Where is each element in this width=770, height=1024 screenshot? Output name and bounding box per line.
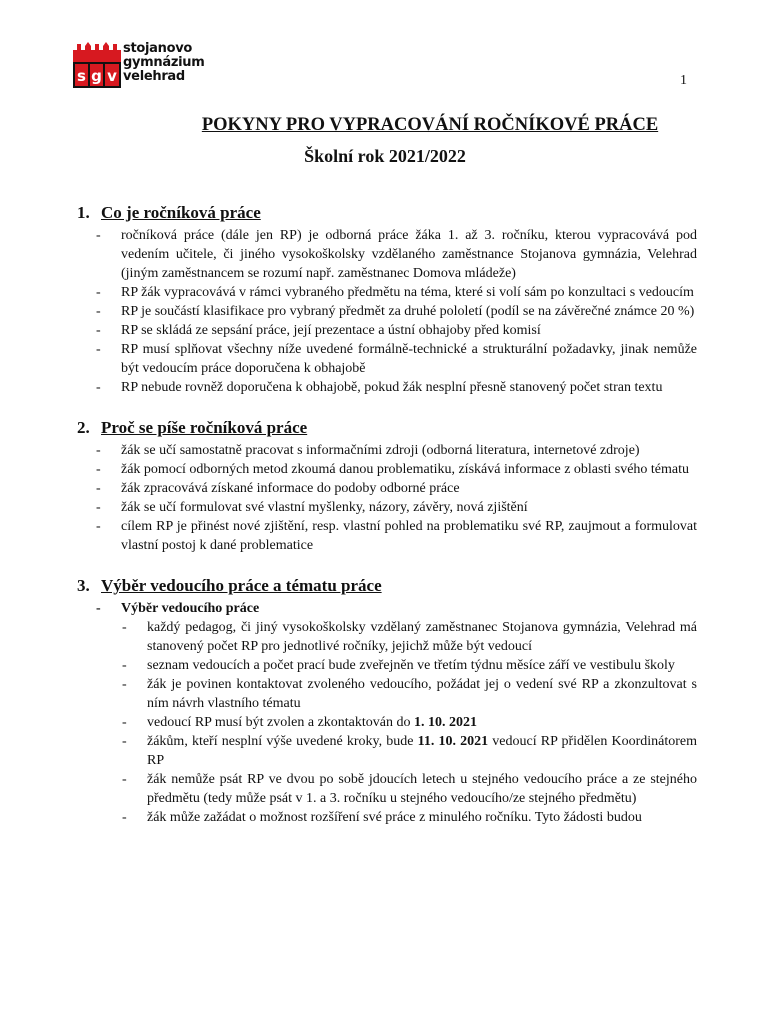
school-logo bbox=[73, 40, 213, 88]
deadline-date: 11. 10. 2021 bbox=[417, 734, 489, 749]
section-list bbox=[77, 599, 697, 618]
sub-list-item: - seznam vedoucích a počet prací bude zveřejněn ve třetím týdnu měsíce září ve vestibulu školy bbox=[122, 658, 675, 673]
section-number: 3. bbox=[77, 576, 90, 595]
section-heading bbox=[77, 576, 697, 596]
section-title: Proč se píše ročníková práce bbox=[101, 418, 308, 437]
list-item: - žák zpracovává získané informace do podoby odborné práce bbox=[96, 481, 460, 496]
list-item: - žák se učí formulovat své vlastní myšlenky, názory, závěry, nová zjištění bbox=[96, 500, 528, 515]
logo-letter-g: g bbox=[91, 67, 102, 85]
list-item: - Výběr vedoucího práce bbox=[96, 601, 260, 616]
document-subtitle: Školní rok 2021/2022 bbox=[304, 146, 466, 166]
sub-list-item: - žák nemůže psát RP ve dvou po sobě jdoucích letech u stejného vedoucího práce a ze stejného předmětu (tedy může psát v 1. a 3. ročníku u stejného vedoucího/ze stejného předmětu) bbox=[122, 772, 697, 806]
section-title: Výběr vedoucího práce a tématu práce bbox=[101, 576, 382, 595]
section-title: Co je ročníková práce bbox=[101, 203, 261, 222]
list-item: - žák pomocí odborných metod zkoumá danou problematiku, získává informace z oblasti svého tématu bbox=[96, 462, 689, 477]
logo-letter-s: s bbox=[77, 67, 86, 85]
list-item: - ročníková práce (dále jen RP) je odborná práce žáka 1. až 3. ročníku, kterou vypracovává pod vedením učitele, či jiného vysokoškolsky vzdělaného zaměstnance Stojanova gymnázia, Velehrad (jiným zaměstnancem se rozumí např. zaměstnanec Domova mládeže) bbox=[96, 228, 697, 281]
document-title: POKYNY PRO VYPRACOVÁNÍ ROČNÍKOVÉ PRÁCE bbox=[201, 115, 659, 135]
logo-line-1: stojanovo bbox=[123, 41, 193, 56]
logo-line-3: velehrad bbox=[123, 69, 185, 84]
page-number: 1 bbox=[680, 73, 687, 88]
section-heading bbox=[77, 418, 697, 438]
list-item: - RP se skládá ze sepsání práce, její prezentace a ústní obhajoby před komisí bbox=[96, 323, 541, 338]
sub-list-item: - žák je povinen kontaktovat zvoleného vedoucího, požádat jej o vedení své RP a zkonzultovat s ním návrh vlastního tématu bbox=[122, 677, 697, 711]
logo-line-2: gymnázium bbox=[123, 55, 205, 70]
section-list bbox=[77, 441, 697, 555]
section-number: 1. bbox=[77, 203, 90, 222]
sub-list-item: - žákům, kteří nesplní výše uvedené kroky, bude 11. 10. 2021 vedoucí RP přidělen Koordinátorem RP bbox=[122, 734, 698, 768]
deadline-date: 1. 10. 2021 bbox=[414, 715, 477, 730]
section-heading bbox=[77, 203, 697, 223]
list-item: - RP nebude rovněž doporučena k obhajobě, pokud žák nesplní přesně stanovený počet stran textu bbox=[96, 380, 663, 395]
school-emblem-icon bbox=[73, 40, 121, 88]
logo-letter-v: v bbox=[107, 67, 117, 85]
sub-list bbox=[77, 618, 697, 827]
section-list bbox=[77, 226, 697, 397]
logo-wordmark bbox=[123, 42, 204, 84]
list-item: - žák se učí samostatně pracovat s informačními zdroji (odborná literatura, internetové zdroje) bbox=[96, 443, 640, 458]
sub-list-item: - vedoucí RP musí být zvolen a zkontaktován do 1. 10. 2021 bbox=[122, 715, 477, 730]
sub-list-item: - každý pedagog, či jiný vysokoškolsky vzdělaný zaměstnanec Stojanova gymnázia, Velehrad má stanovený počet RP pro jednotlivé ročníky, jejichž může být vedoucí bbox=[122, 620, 697, 654]
document-body bbox=[77, 203, 697, 827]
sub-list-item: - žák může zažádat o možnost rozšíření své práce z minulého ročníku. Tyto žádosti budou bbox=[122, 810, 642, 825]
list-item: - RP musí splňovat všechny níže uvedené formálně-technické a strukturální požadavky, jinak nemůže být vedoucím práce doporučena k obhajobě bbox=[96, 342, 697, 376]
list-item: - cílem RP je přinést nové zjištění, resp. vlastní pohled na problematiku své RP, zaujmout a formulovat vlastní postoj k dané problematice bbox=[96, 519, 697, 553]
section-number: 2. bbox=[77, 418, 90, 437]
list-item: - RP žák vypracovává v rámci vybraného předmětu na téma, které si volí sám po konzultaci s vedoucím bbox=[96, 285, 694, 300]
list-item: - RP je součástí klasifikace pro vybraný předmět za druhé pololetí (podíl se na závěrečné známce 20 %) bbox=[96, 304, 695, 319]
